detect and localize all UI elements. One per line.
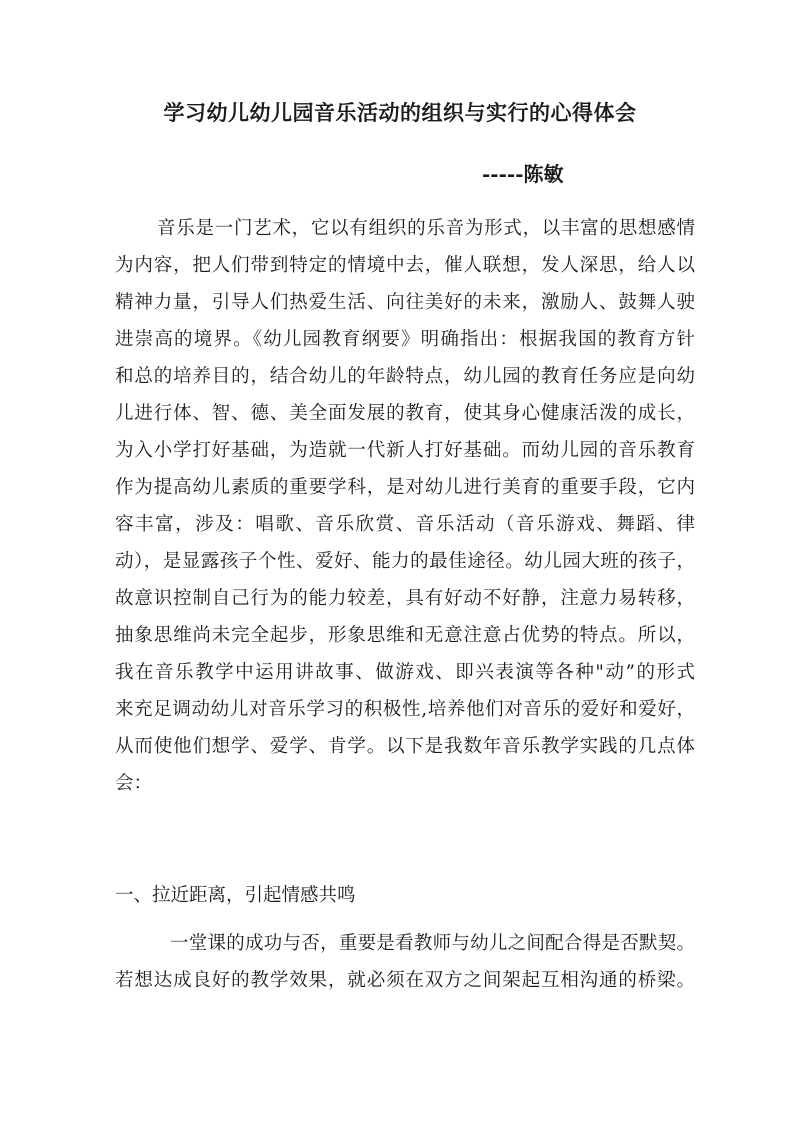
- paragraph-line: 为入小学打好基础，为造就一代新人打好基础。而幼儿园的音乐教育: [115, 440, 695, 461]
- paragraph-line: 容丰富，涉及：唱歌、音乐欣赏、音乐活动（音乐游戏、舞蹈、律: [115, 514, 695, 535]
- paragraph-line: 抽象思维尚未完全起步，形象思维和无意注意占优势的特点。所以，: [115, 625, 695, 646]
- paragraph-line: 从而使他们想学、爱学、肯学。以下是我数年音乐教学实践的几点体: [115, 736, 695, 757]
- paragraph-line: 我在音乐教学中运用讲故事、做游戏、即兴表演等各种"动”的形式: [115, 662, 695, 683]
- document-title: 学习幼儿幼儿园音乐活动的组织与实行的心得体会: [163, 100, 637, 125]
- paragraph-1: [115, 210, 695, 802]
- paragraph-line: 动），是显露孩子个性、爱好、能力的最佳途径。幼儿园大班的孩子，: [115, 551, 695, 572]
- paragraph-line: 来充足调动幼儿对音乐学习的积极性,培养他们对音乐的爱好和爱好，: [115, 699, 695, 720]
- paragraph-line: 为内容，把人们带到特定的情境中去，催人联想，发人深思，给人以: [115, 255, 695, 276]
- paragraph-line: 进崇高的境界。《幼儿园教育纲要》明确指出：根据我国的教育方针: [115, 329, 695, 350]
- paragraph-line: 故意识控制自己行为的能力较差，具有好动不好静，注意力易转移，: [115, 588, 695, 609]
- paragraph-line: 作为提高幼儿素质的重要学科，是对幼儿进行美育的重要手段，它内: [115, 477, 695, 498]
- paragraph-line: 音乐是一门艺术，它以有组织的乐音为形式，以丰富的思想感情: [157, 218, 695, 239]
- paragraph-2: [115, 925, 695, 999]
- author-name: -----陈敏: [482, 162, 564, 186]
- section-heading: 一、拉近距离，引起情感共鸣: [115, 885, 356, 906]
- paragraph-line: 和总的培养目的，结合幼儿的年龄特点，幼儿园的教育任务应是向幼: [115, 366, 695, 387]
- paragraph-line: 会：: [115, 773, 153, 794]
- paragraph-line: 若想达成良好的教学效果，就必须在双方之间架起互相沟通的桥梁。: [115, 970, 695, 991]
- paragraph-line: 一堂课的成功与否，重要是看教师与幼儿之间配合得是否默契。: [170, 933, 695, 954]
- paragraph-line: 儿进行体、智、德、美全面发展的教育，使其身心健康活泼的成长，: [115, 403, 695, 424]
- paragraph-line: 精神力量，引导人们热爱生活、向往美好的未来，激励人、鼓舞人驶: [115, 292, 695, 313]
